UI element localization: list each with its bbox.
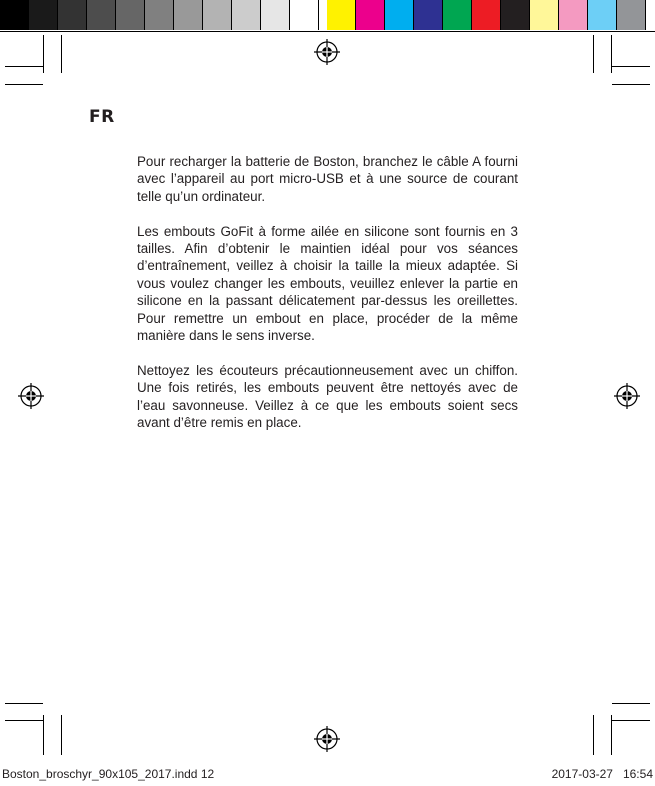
- color-swatch: [261, 0, 290, 30]
- color-swatch: [174, 0, 203, 30]
- crop-mark: [61, 715, 62, 755]
- color-swatch: [617, 0, 646, 30]
- color-swatch: [327, 0, 356, 30]
- registration-mark-icon: [314, 726, 340, 752]
- registration-mark-icon: [314, 39, 340, 65]
- crop-mark: [43, 715, 44, 755]
- color-swatch: [588, 0, 617, 30]
- paragraph-charging: Pour recharger la batterie de Boston, branchez le câble A fourni avec l’appareil au port micro-USB et à une source de courant telle qu’un ordinateur.: [137, 154, 518, 204]
- crop-mark: [5, 720, 43, 721]
- color-swatch: [472, 0, 501, 30]
- color-swatch: [145, 0, 174, 30]
- slug-date-time: 2017-03-27 16:54: [551, 767, 653, 781]
- crop-mark: [5, 703, 43, 704]
- color-swatch: [29, 0, 58, 30]
- color-swatch: [501, 0, 530, 30]
- color-swatch: [0, 0, 29, 30]
- crop-mark: [61, 35, 62, 73]
- color-swatch: [290, 0, 319, 30]
- color-swatch: [319, 0, 327, 30]
- crop-mark: [43, 35, 44, 73]
- color-calibration-bar: [0, 0, 655, 32]
- paragraph-eartips: Les embouts GoFit à forme ailée en silicone sont fournis en 3 tailles. Afin d’obtenir le maintien idéal pour vos séances d’entraînement, veillez à choisir la taille la mieux adaptée. Si vous voulez changer les embouts, veuillez enlever la partie en silicone en la passant délicatement par-dessus les oreillettes. Pour remettre un embout en place, procéder de la même manière dans le sens inverse.: [137, 223, 518, 344]
- color-swatch: [443, 0, 472, 30]
- crop-mark: [593, 715, 594, 755]
- color-swatch: [414, 0, 443, 30]
- color-swatch: [116, 0, 145, 30]
- crop-mark: [5, 84, 43, 85]
- color-swatch: [232, 0, 261, 30]
- color-swatch: [385, 0, 414, 30]
- registration-mark-icon: [18, 383, 44, 409]
- crop-mark: [593, 35, 594, 73]
- crop-mark: [612, 720, 650, 721]
- color-swatch: [203, 0, 232, 30]
- crop-mark: [611, 35, 612, 73]
- registration-mark-icon: [614, 383, 640, 409]
- color-swatch: [530, 0, 559, 30]
- crop-mark: [611, 715, 612, 755]
- language-heading: FR: [89, 107, 115, 127]
- crop-mark: [5, 66, 43, 67]
- color-swatch: [559, 0, 588, 30]
- color-swatch: [58, 0, 87, 30]
- body-text: [137, 153, 518, 449]
- color-swatch: [356, 0, 385, 30]
- color-swatch: [87, 0, 116, 30]
- crop-mark: [612, 84, 650, 85]
- crop-mark: [612, 66, 650, 67]
- paragraph-cleaning: Nettoyez les écouteurs précautionneusement avec un chiffon. Une fois retirés, les embouts peuvent être nettoyés avec de l’eau savonneuse. Veillez à ce que les embouts soient secs avant d’être remis en place.: [137, 362, 518, 431]
- crop-mark: [612, 703, 650, 704]
- slug-file-info: Boston_broschyr_90x105_2017.indd 12: [2, 767, 215, 781]
